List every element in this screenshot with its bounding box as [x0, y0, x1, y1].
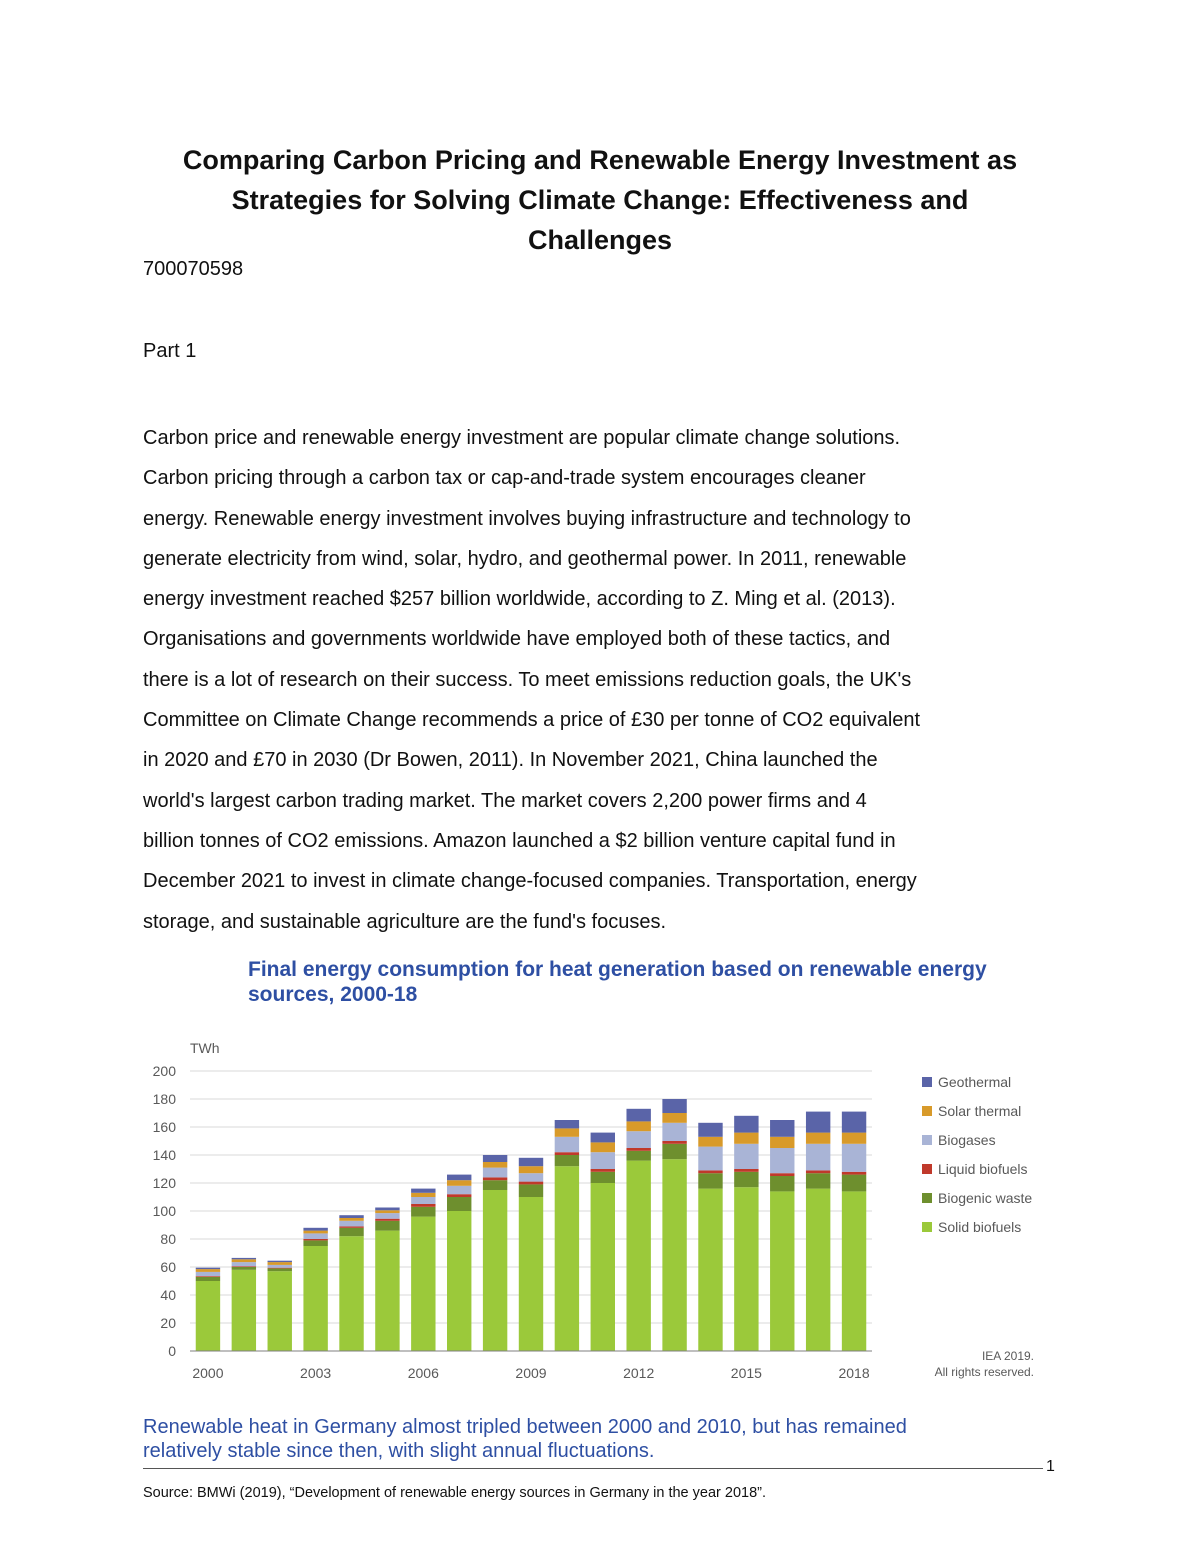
legend-swatch [922, 1106, 932, 1116]
bar-segment [734, 1169, 758, 1172]
paragraph-line: December 2021 to invest in climate change-focused companies. Transportation, energy [143, 870, 917, 893]
bar-segment [519, 1166, 543, 1173]
bar-segment [483, 1180, 507, 1190]
bar-segment [806, 1133, 830, 1144]
bar-segment [662, 1141, 686, 1144]
bar-segment [734, 1172, 758, 1187]
page-number: 1 [1046, 1458, 1055, 1475]
bar-segment [519, 1184, 543, 1197]
title-line: Challenges [527, 225, 673, 255]
bar-segment [483, 1190, 507, 1351]
x-tick-label: 2006 [407, 1365, 439, 1381]
x-tick-label: 2015 [730, 1365, 762, 1381]
bar-segment [447, 1194, 471, 1197]
paragraph-line: there is a lot of research on their success. To meet emissions reduction goals, the UK's [143, 668, 912, 691]
chart-title: Final energy consumption for heat generation based on renewable energy [248, 958, 987, 981]
bar-segment [555, 1166, 579, 1351]
bar-segment [806, 1173, 830, 1188]
bar-segment [662, 1099, 686, 1113]
bar-segment [447, 1175, 471, 1181]
y-tick-label: 0 [168, 1343, 176, 1359]
x-tick-label: 2000 [192, 1365, 224, 1381]
bar-segment [770, 1176, 794, 1191]
bar-segment [268, 1262, 292, 1265]
paragraph-line: in 2020 and £70 in 2030 (Dr Bowen, 2011). In November 2021, China launched the [143, 749, 878, 772]
x-tick-label: 2012 [623, 1365, 655, 1381]
bar-segment [734, 1116, 758, 1133]
bar-segment [662, 1123, 686, 1141]
bar-segment [411, 1217, 435, 1351]
x-tick-label: 2003 [300, 1365, 332, 1381]
bar-segment [339, 1221, 363, 1227]
bar-segment [626, 1161, 650, 1351]
legend-swatch [922, 1135, 932, 1145]
bar-segment [303, 1246, 327, 1351]
bar-segment [842, 1144, 866, 1172]
bar-segment [591, 1152, 615, 1169]
paragraph-line: billion tonnes of CO2 emissions. Amazon launched a $2 billion venture capital fund in [143, 829, 896, 852]
bar-segment [806, 1144, 830, 1171]
bar-segment [303, 1240, 327, 1246]
paragraph-line: Carbon pricing through a carbon tax or cap-and-trade system encourages cleaner [143, 467, 866, 490]
y-tick-label: 100 [152, 1203, 176, 1219]
bar-segment [232, 1258, 256, 1259]
bar-segment [196, 1276, 220, 1277]
bar-segment [303, 1231, 327, 1234]
legend-label: Solar thermal [938, 1103, 1022, 1119]
bar-segment [447, 1211, 471, 1351]
chart-caption: Renewable heat in Germany almost tripled between 2000 and 2010, but has remained [143, 1416, 907, 1438]
bar-segment [519, 1173, 543, 1181]
bar-segment [375, 1221, 399, 1231]
source-citation: Source: BMWi (2019), “Development of renewable energy sources in Germany in the year 2018”. [143, 1485, 766, 1501]
bar-segment [196, 1268, 220, 1269]
y-tick-label: 120 [152, 1175, 176, 1191]
bar-segment [447, 1180, 471, 1186]
bar-segment [303, 1239, 327, 1240]
student-id: 700070598 [143, 258, 244, 280]
bar-segment [232, 1266, 256, 1267]
bar-segment [770, 1173, 794, 1176]
bar-segment [662, 1159, 686, 1351]
bar-segment [375, 1210, 399, 1213]
bar-segment [196, 1277, 220, 1281]
bar-segment [483, 1177, 507, 1180]
chart-credit: All rights reserved. [934, 1365, 1034, 1379]
paragraph-line: storage, and sustainable agriculture are the fund's focuses. [143, 910, 667, 933]
bar-segment [268, 1268, 292, 1269]
bar-segment [447, 1197, 471, 1211]
legend-label: Liquid biofuels [938, 1161, 1028, 1177]
footer-divider [143, 1468, 1043, 1469]
bar-segment [339, 1228, 363, 1236]
chart-credit: IEA 2019. [981, 1349, 1034, 1363]
paragraph-line: world's largest carbon trading market. The market covers 2,200 power firms and 4 [143, 789, 867, 812]
paragraph-line: energy investment reached $257 billion worldwide, according to Z. Ming et al. (2013). [143, 588, 896, 611]
bar-segment [375, 1208, 399, 1211]
legend-label: Biogases [938, 1132, 996, 1148]
bar-segment [842, 1112, 866, 1133]
bar-segment [698, 1189, 722, 1351]
paragraph-line: energy. Renewable energy investment involves buying infrastructure and technology to [143, 507, 911, 530]
bar-segment [232, 1259, 256, 1262]
bar-segment [232, 1262, 256, 1266]
bar-segment [591, 1183, 615, 1351]
bar-segment [483, 1155, 507, 1162]
bar-segment [842, 1172, 866, 1175]
bar-segment [662, 1113, 686, 1123]
bar-segment [626, 1109, 650, 1122]
bar-segment [375, 1219, 399, 1221]
bar-segment [196, 1272, 220, 1276]
y-axis-unit-label: TWh [190, 1040, 220, 1056]
bar-segment [555, 1155, 579, 1166]
bar-segment [734, 1133, 758, 1144]
bar-segment [483, 1168, 507, 1178]
legend-label: Biogenic waste [938, 1190, 1033, 1206]
bar-segment [555, 1137, 579, 1152]
paragraph-line: generate electricity from wind, solar, hydro, and geothermal power. In 2011, renewable [143, 547, 907, 570]
bar-segment [268, 1265, 292, 1268]
bar-segment [232, 1267, 256, 1270]
bar-segment [734, 1187, 758, 1351]
bar-segment [375, 1231, 399, 1351]
bar-segment [483, 1162, 507, 1168]
bar-segment [447, 1186, 471, 1194]
bar-segment [268, 1271, 292, 1351]
bar-segment [842, 1133, 866, 1144]
bar-segment [806, 1170, 830, 1173]
bar-segment [591, 1133, 615, 1143]
title-line: Comparing Carbon Pricing and Renewable Energy Investment as [182, 145, 1018, 175]
bar-segment [770, 1120, 794, 1137]
bar-segment [698, 1137, 722, 1147]
chart-title: sources, 2000-18 [248, 983, 418, 1006]
bar-segment [411, 1189, 435, 1193]
bar-segment [626, 1121, 650, 1131]
bar-segment [806, 1189, 830, 1351]
bar-segment [519, 1197, 543, 1351]
bar-segment [232, 1270, 256, 1351]
bar-segment [626, 1151, 650, 1161]
bar-segment [303, 1228, 327, 1231]
legend-label: Solid biofuels [938, 1219, 1022, 1235]
bar-segment [555, 1152, 579, 1155]
bar-segment [555, 1120, 579, 1128]
bar-segment [339, 1215, 363, 1218]
title-line: Strategies for Solving Climate Change: Effectiveness and [231, 185, 969, 215]
bar-segment [591, 1172, 615, 1183]
bar-segment [626, 1131, 650, 1148]
bar-segment [411, 1197, 435, 1204]
bar-segment [375, 1213, 399, 1219]
bar-segment [519, 1158, 543, 1166]
y-tick-label: 80 [160, 1231, 176, 1247]
bar-segment [626, 1148, 650, 1151]
bar-segment [698, 1170, 722, 1173]
bar-segment [698, 1173, 722, 1188]
bar-segment [339, 1218, 363, 1221]
bar-segment [591, 1142, 615, 1152]
bar-segment [196, 1281, 220, 1351]
bar-segment [339, 1226, 363, 1227]
paragraph-line: Carbon price and renewable energy investment are popular climate change solutions. [143, 427, 901, 449]
bar-segment [662, 1144, 686, 1159]
paragraph-line: Organisations and governments worldwide have employed both of these tactics, and [143, 628, 891, 651]
bar-segment [555, 1128, 579, 1136]
y-tick-label: 160 [152, 1119, 176, 1135]
x-tick-label: 2009 [515, 1365, 547, 1381]
bar-segment [842, 1191, 866, 1351]
bar-segment [268, 1268, 292, 1271]
legend-swatch [922, 1222, 932, 1232]
bar-segment [339, 1236, 363, 1351]
chart-caption: relatively stable since then, with slight annual fluctuations. [143, 1440, 655, 1462]
legend-swatch [922, 1164, 932, 1174]
bar-segment [268, 1261, 292, 1262]
bar-segment [196, 1269, 220, 1272]
bar-segment [411, 1193, 435, 1197]
y-tick-label: 20 [160, 1315, 176, 1331]
bar-segment [806, 1112, 830, 1133]
bar-segment [411, 1204, 435, 1207]
bar-segment [734, 1144, 758, 1169]
legend-swatch [922, 1077, 932, 1087]
y-tick-label: 60 [160, 1259, 176, 1275]
bar-segment [698, 1147, 722, 1171]
part-label: Part 1 [143, 340, 197, 362]
bar-segment [411, 1207, 435, 1217]
bar-segment [519, 1182, 543, 1185]
bar-segment [770, 1137, 794, 1148]
x-tick-label: 2018 [838, 1365, 870, 1381]
bar-segment [303, 1233, 327, 1239]
y-tick-label: 200 [152, 1063, 176, 1079]
bar-segment [591, 1169, 615, 1172]
y-tick-label: 40 [160, 1287, 176, 1303]
bar-segment [698, 1123, 722, 1137]
bar-segment [842, 1175, 866, 1192]
paragraph-line: Committee on Climate Change recommends a price of £30 per tonne of CO2 equivalent [143, 709, 921, 732]
y-tick-label: 180 [152, 1091, 176, 1107]
y-tick-label: 140 [152, 1147, 176, 1163]
bar-segment [770, 1191, 794, 1351]
legend-swatch [922, 1193, 932, 1203]
bar-segment [770, 1148, 794, 1173]
legend-label: Geothermal [938, 1074, 1012, 1090]
